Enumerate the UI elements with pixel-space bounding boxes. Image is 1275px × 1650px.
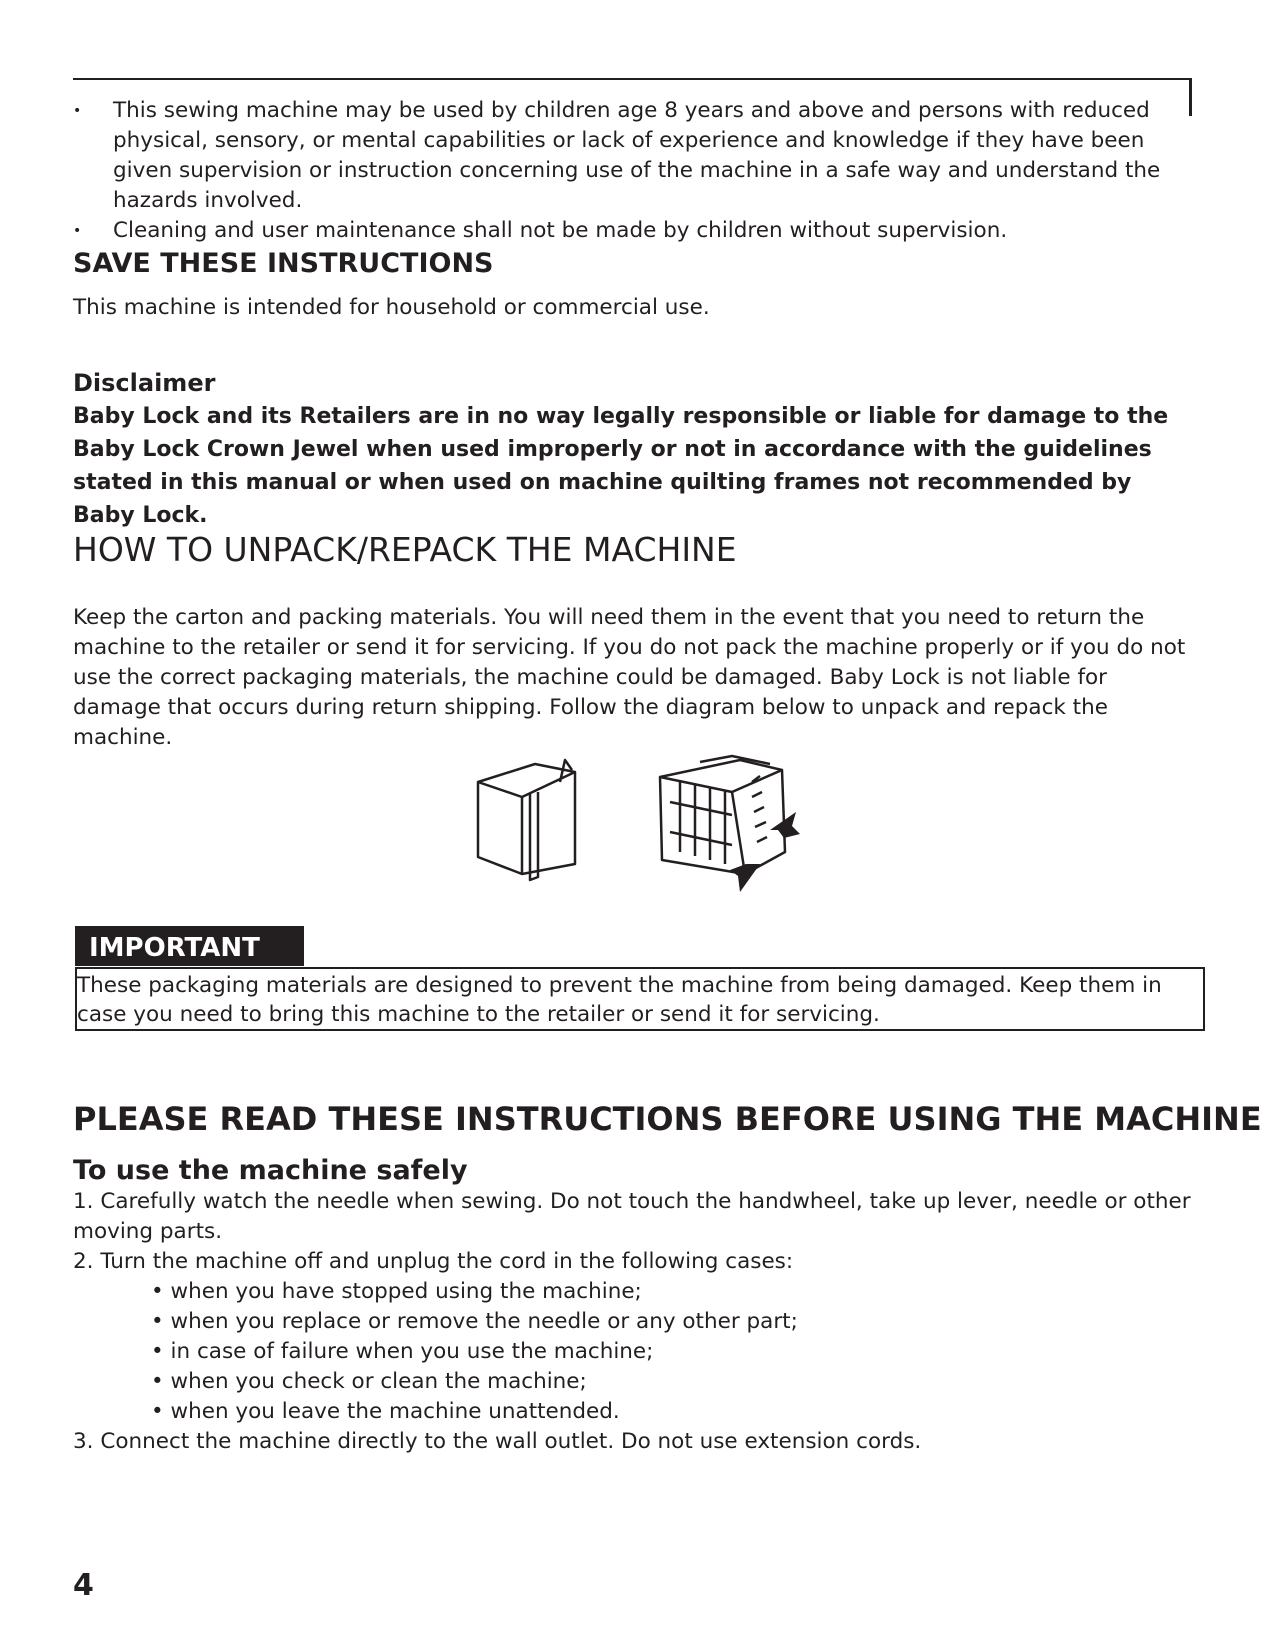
important-notice-box bbox=[75, 967, 1205, 1031]
safety-item-text: 2. Turn the machine off and unplug the cord in the following cases: bbox=[73, 1249, 794, 1274]
unplug-case: • in case of failure when you use the machine; bbox=[151, 1339, 654, 1364]
bullet-dot: • bbox=[73, 223, 82, 239]
unplug-case: • when you leave the machine unattended. bbox=[151, 1399, 620, 1424]
please-read-heading: PLEASE READ THESE INSTRUCTIONS BEFORE USING THE MACHINE bbox=[73, 1100, 1262, 1138]
safety-item bbox=[73, 1247, 1198, 1427]
unpack-heading: HOW TO UNPACK/REPACK THE MACHINE bbox=[73, 530, 737, 569]
unpack-diagram bbox=[470, 752, 830, 902]
bullet-dot: • bbox=[73, 103, 82, 119]
unplug-case: • when you have stopped using the machine; bbox=[151, 1279, 642, 1304]
disclaimer-text: Baby Lock and its Retailers are in no way legally responsible or liable for damage to the Baby Lock Crown Jewel when used improperly or not in accordance with the guidelines stated in this manual or when used on machine quilting frames not recommended by Baby Lock. bbox=[73, 404, 1169, 528]
bullet-text: This sewing machine may be used by children age 8 years and above and persons with reduced physical, sensory, or mental capabilities or lack of experience and knowledge if they have been given supervision or instruction concerning use of the machine in a safe way and understand the hazards involved. bbox=[113, 98, 1161, 213]
save-instructions-heading: SAVE THESE INSTRUCTIONS bbox=[73, 248, 494, 279]
bullet-item bbox=[73, 96, 1185, 216]
unplug-case: • when you replace or remove the needle or any other part; bbox=[151, 1309, 798, 1334]
important-label: IMPORTANT bbox=[75, 926, 304, 966]
machine-in-packing-illustration bbox=[660, 756, 785, 874]
page-number: 4 bbox=[73, 1568, 94, 1603]
unpack-paragraph: Keep the carton and packing materials. You will need them in the event that you need to return the machine to the retailer or send it for servicing. If you do not pack the machine properly or if you do not use the correct packaging materials, the machine could be damaged. Baby Lock is not liable for damage that occurs during return shipping. Follow the diagram below to unpack and repack the machine. bbox=[73, 605, 1186, 750]
top-rule-tick bbox=[1189, 78, 1192, 116]
safety-item: 1. Carefully watch the needle when sewing. Do not touch the handwheel, take up lever, needle or other moving parts. bbox=[73, 1189, 1191, 1244]
unplug-cases-list bbox=[73, 1277, 1198, 1427]
use-safely-heading: To use the machine safely bbox=[73, 1155, 468, 1186]
bullet-list bbox=[73, 96, 1185, 246]
safety-item: 3. Connect the machine directly to the wall outlet. Do not use extension cords. bbox=[73, 1429, 922, 1454]
intended-use-text: This machine is intended for household or commercial use. bbox=[73, 295, 710, 320]
disclaimer-heading: Disclaimer bbox=[73, 369, 216, 397]
top-rule bbox=[73, 78, 1191, 80]
important-notice-text: These packaging materials are designed to prevent the machine from being damaged. Keep them in case you need to bring this machine to the retailer or send it for servicing. bbox=[77, 973, 1162, 1027]
carton-illustration bbox=[478, 760, 575, 880]
unplug-case: • when you check or clean the machine; bbox=[151, 1369, 587, 1394]
safety-list bbox=[73, 1187, 1198, 1457]
bullet-item bbox=[73, 216, 1185, 246]
bullet-text: Cleaning and user maintenance shall not be made by children without supervision. bbox=[113, 218, 1008, 243]
